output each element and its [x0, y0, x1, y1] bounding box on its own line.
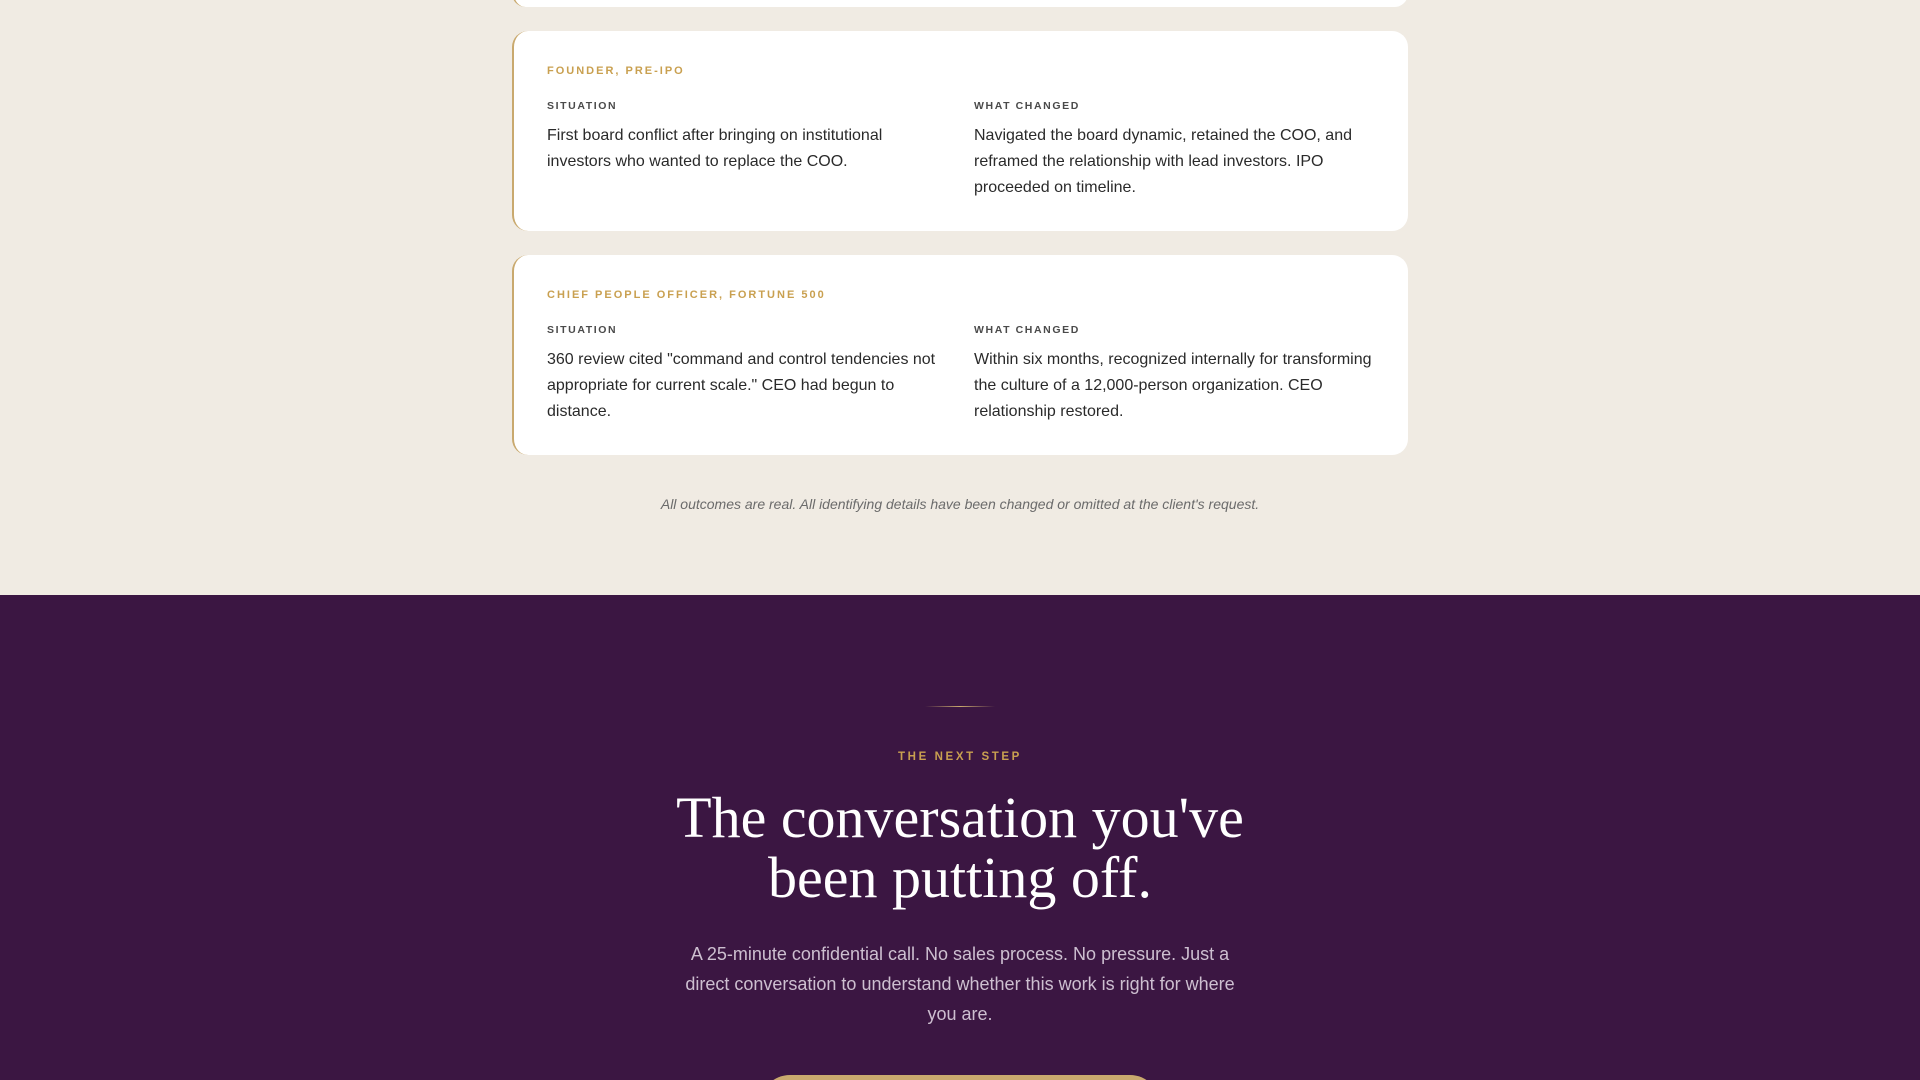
what-changed-label: WHAT CHANGED: [974, 100, 1080, 112]
what-changed-column: [974, 324, 1384, 425]
disclaimer: All outcomes are real. All identifying details have been changed or omitted at the client's request.: [660, 496, 1260, 512]
case-role: FOUNDER, PRE-IPO: [547, 65, 685, 77]
what-changed-label: WHAT CHANGED: [974, 324, 1080, 336]
situation-label: SITUATION: [547, 324, 618, 336]
case-card-previous: [512, 0, 1408, 7]
case-role: CHIEF PEOPLE OFFICER, FORTUNE 500: [547, 289, 826, 301]
next-step-section: [0, 595, 1920, 1080]
what-changed-text: Within six months, recognized internally for transforming the culture of a 12,000-person organization. CEO relationship restored.: [974, 351, 1372, 420]
what-changed-column: [974, 100, 1384, 201]
eyebrow-label: THE NEXT STEP: [898, 751, 1022, 763]
gold-divider: [925, 706, 995, 707]
case-card: [512, 31, 1408, 231]
situation-label: SITUATION: [547, 100, 618, 112]
situation-text: 360 review cited "command and control tendencies not appropriate for current scale." CEO had begun to distance.: [547, 351, 936, 420]
situation-text: First board conflict after bringing on institutional investors who wanted to replace the COO.: [547, 127, 883, 170]
situation-column: [547, 100, 947, 175]
case-card: [512, 255, 1408, 455]
cta-button[interactable]: [760, 1075, 1160, 1080]
cta-subtext: A 25-minute confidential call. No sales process. No pressure. Just a direct conversation to understand whether this work is right for where you are.: [685, 944, 1235, 1024]
situation-column: [547, 324, 947, 425]
what-changed-text: Navigated the board dynamic, retained the COO, and reframed the relationship with lead investors. IPO proceeded on timeline.: [974, 127, 1352, 196]
cta-headline: The conversation you've been putting off.: [676, 785, 1244, 910]
